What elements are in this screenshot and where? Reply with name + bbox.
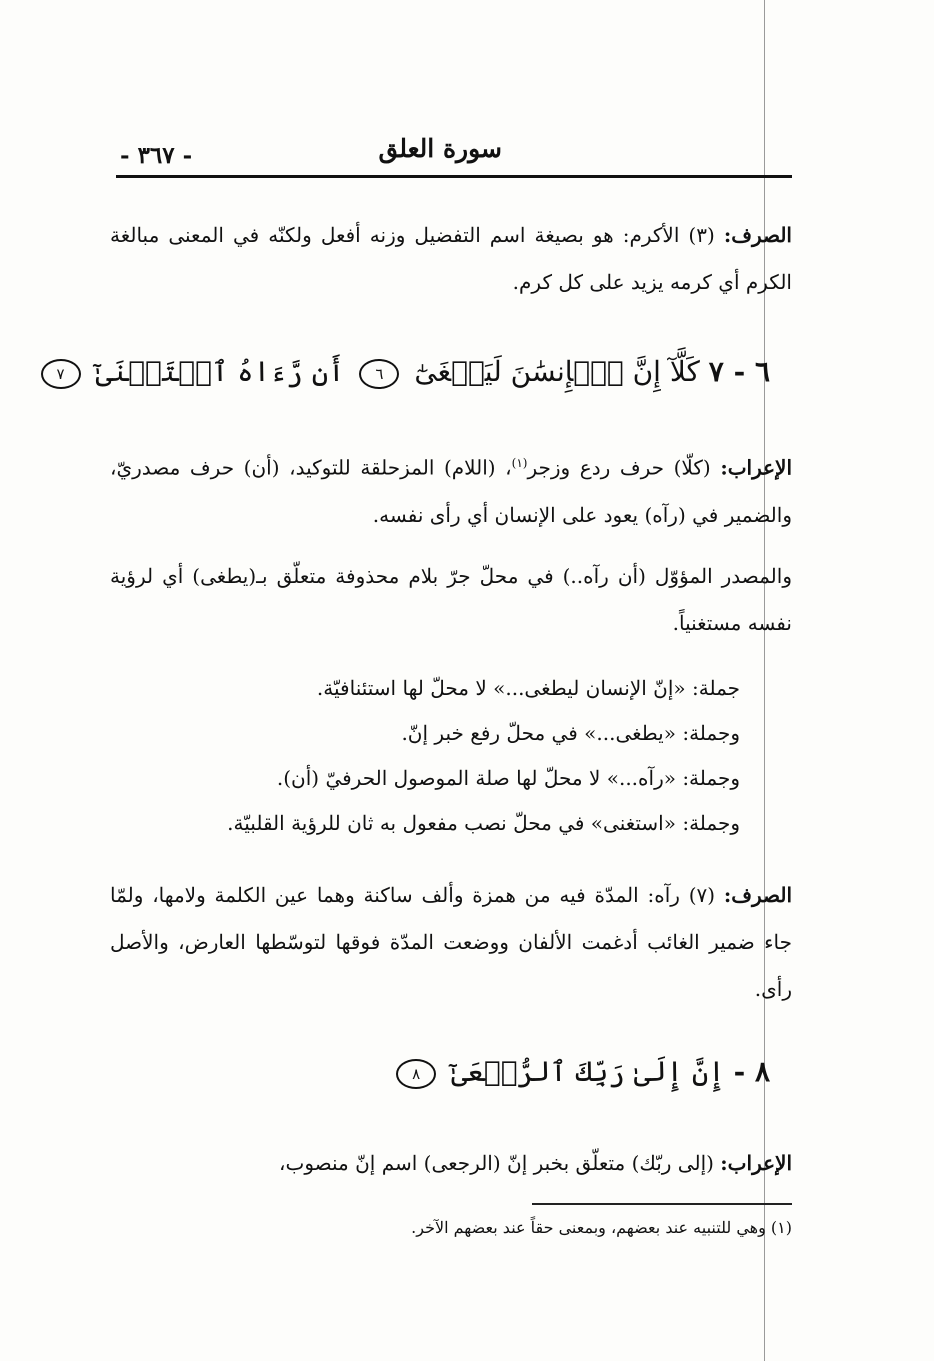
ayah-end-mark-icon: ٨: [396, 1059, 436, 1089]
ayah-end-mark-icon: ٧: [41, 359, 81, 389]
jumal-list: [200, 666, 740, 846]
irab-paragraph-2: [110, 1140, 792, 1187]
jumla-line: جملة: «إنّ الإنسان ليطغى...» لا محلّ لها استئنافيّة.: [316, 676, 740, 700]
footnote-rule: [532, 1203, 792, 1205]
masdar-paragraph: [110, 553, 792, 647]
quran-verse-6-7: [56, 355, 770, 389]
ayah-end-mark-icon: ٦: [359, 359, 399, 389]
irab-paragraph-1: [110, 440, 792, 539]
page-number: - ٣٦٧ -: [120, 142, 193, 169]
quran-verse-8: [150, 1055, 770, 1089]
sarf-label: الصرف:: [723, 883, 793, 907]
irab-text-a: (كلّا) حرف ردع وزجر: [527, 455, 711, 480]
sarf-text: (٧) رآه: المدّة فيه من همزة وألف ساكنة وهما عين الكلمة ولامها، ولمّا جاء ضمير الغائب أدغمت الألفان ووضعت المدّة فوقها لتوسّطها العارض، والأصل رأى.: [110, 883, 793, 1001]
verse-number: ٨ -: [733, 1055, 770, 1088]
jumla-line: وجملة: «استغنى» في محلّ نصب مفعول به ثان للرؤية القلبيّة.: [227, 811, 740, 835]
irab-label: الإعراب:: [720, 455, 793, 480]
verse-text: إِنَّ إِلَىٰ رَبِّكَ ٱلرُّجۡعَىٰٓ: [451, 1055, 725, 1088]
verse-number: ٦ - ٧: [708, 355, 770, 388]
sarf-label: الصرف:: [723, 223, 792, 247]
footnote-ref: (١): [511, 456, 528, 470]
irab-label: الإعراب:: [720, 1151, 792, 1175]
verse-text-part2: أَن رَّءَاهُ ٱسۡتَغۡنَىٰٓ: [95, 355, 345, 388]
masdar-text: والمصدر المؤوّل (أن رآه..) في محلّ جرّ بلام محذوفة متعلّق بـ(يطغى) أي لرؤية نفسه مستغنياً.: [110, 564, 792, 635]
sarf-paragraph-2: [110, 872, 792, 1013]
verse-text-part1: كَلَّآ إِنَّ ٱلۡإِنسَٰنَ لَيَطۡغَىٰٓ: [414, 355, 700, 388]
irab-text-b: ، (اللام) المزحلقة للتوكيد، (أن) حرف مصدريّ، والضمير في (رآه) يعود على الإنسان أي رأى نفسه.: [110, 455, 792, 527]
header-rule: [116, 175, 792, 178]
irab-text: (إلى ربّك) متعلّق بخبر إنّ (الرجعى) اسم إنّ منصوب،: [279, 1151, 714, 1175]
jumla-line: وجملة: «يطغى...» في محلّ رفع خبر إنّ.: [401, 721, 740, 745]
surah-title: سورة العلق: [378, 134, 502, 163]
sarf-text: (٣) الأكرم: هو بصيغة اسم التفضيل وزنه أفعل ولكنّه في المعنى مبالغة الكرم أي كرمه يزيد على كل كرم.: [110, 223, 792, 294]
page-header: [116, 130, 792, 176]
sarf-paragraph-1: [110, 212, 792, 306]
footnote: (١) وهي للتنبيه عند بعضهم، وبمعنى حقاً عند بعضهم الآخر.: [411, 1218, 792, 1237]
jumla-line: وجملة: «رآه...» لا محلّ لها صلة الموصول الحرفيّ (أن).: [276, 766, 740, 790]
